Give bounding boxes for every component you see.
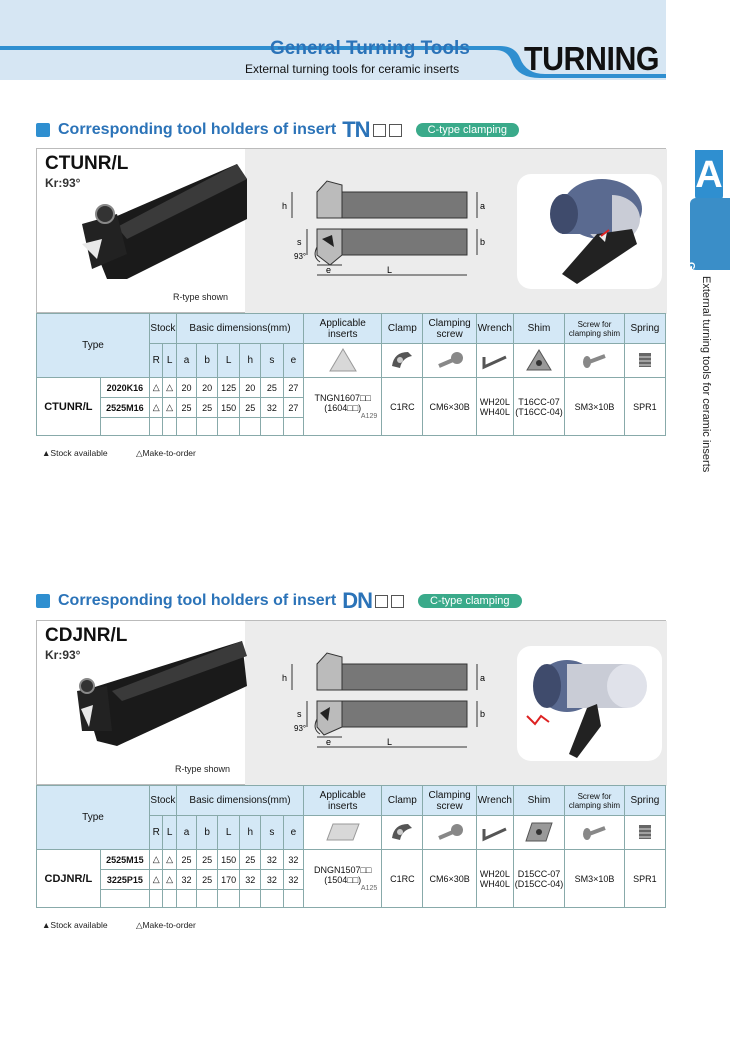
row-code: 3225P15 — [100, 870, 149, 890]
sub-a: a — [176, 816, 197, 850]
col-spring: Spring — [624, 314, 665, 344]
legend — [42, 920, 196, 931]
side-tab[interactable] — [674, 198, 730, 300]
col-applicable-inserts: Applicable inserts — [304, 314, 382, 344]
wrench-value: WH20L — [479, 868, 510, 879]
dim-b: b — [480, 709, 486, 719]
col-shim-screw: Screw for clamping shim — [565, 314, 625, 344]
spec-table-ctunr — [36, 313, 666, 436]
row-stock-r: △ — [150, 378, 163, 398]
diamond-insert-icon — [304, 816, 382, 850]
dim-s: s — [297, 237, 302, 247]
col-spring: Spring — [624, 786, 665, 816]
insert-code: TN — [342, 117, 370, 142]
spring-value: SPR1 — [624, 850, 665, 908]
spring-value: SPR1 — [624, 378, 665, 436]
sub-b: b — [197, 344, 218, 378]
col-shim-screw: Screw for clamping shim — [565, 786, 625, 816]
dim-b: b — [480, 237, 486, 247]
shim-alt-value: (T16CC-04) — [515, 406, 563, 417]
page-title: General Turning Tools — [270, 38, 470, 59]
dim-h: h — [282, 201, 288, 211]
placeholder-box-icon — [389, 124, 402, 137]
row-h: 32 — [240, 870, 261, 890]
shim-cell — [513, 378, 564, 436]
row-s: 32 — [261, 398, 284, 418]
screw-value: CM6×30B — [423, 850, 476, 908]
insert-cell — [304, 850, 382, 908]
sub-e: e — [283, 816, 304, 850]
sub-s: s — [261, 344, 284, 378]
row-s: 25 — [261, 378, 284, 398]
page-subtitle: External turning tools for ceramic inserts — [245, 62, 460, 76]
row-stock-r: △ — [150, 398, 163, 418]
row-stock-l: △ — [163, 378, 176, 398]
side-vertical-text: External turning tools for ceramic inserts — [700, 276, 712, 473]
col-shim: Shim — [513, 314, 564, 344]
insert-cell — [304, 378, 382, 436]
row-b: 25 — [197, 870, 218, 890]
dim-angle: 93° — [294, 252, 307, 261]
row-stock-l: △ — [163, 398, 176, 418]
clamp-value: C1RC — [382, 850, 423, 908]
insert-code-value: TNGN1607□□ — [314, 393, 371, 403]
rtype-note: R-type shown — [173, 292, 229, 302]
row-e: 32 — [283, 870, 304, 890]
row-a: 25 — [176, 398, 197, 418]
spring-icon — [624, 344, 665, 378]
rtype-note: R-type shown — [175, 764, 231, 774]
machining-illustration — [517, 174, 662, 289]
col-clamp: Clamp — [382, 786, 423, 816]
legend-order: △Make-to-order — [135, 448, 196, 458]
col-stock: Stock — [150, 786, 177, 816]
section-heading-dn: Corresponding tool holders of insert DN C-type clamping — [36, 589, 522, 613]
row-h: 25 — [240, 398, 261, 418]
section-heading-tn: Corresponding tool holders of insert TN C-type clamping — [36, 118, 519, 142]
sub-h: h — [240, 816, 261, 850]
row-length: 150 — [217, 850, 240, 870]
row-length: 125 — [217, 378, 240, 398]
tool-image-area — [36, 620, 666, 785]
shim-value: D15CC-07 — [517, 868, 561, 879]
tool-holder-photo — [67, 631, 247, 761]
wrench-value: WH20L — [479, 396, 510, 407]
legend-available: ▲Stock available — [42, 448, 108, 458]
sub-e: e — [283, 344, 304, 378]
sub-a: a — [176, 344, 197, 378]
family-name: CDJNR/L — [37, 850, 101, 908]
tool-angle: Kr:93° — [45, 648, 81, 662]
wrench-cell — [476, 850, 513, 908]
row-length: 170 — [217, 870, 240, 890]
row-code: 2020K16 — [100, 378, 149, 398]
dim-angle: 93° — [294, 724, 307, 733]
row-stock-r: △ — [150, 850, 163, 870]
col-shim: Shim — [513, 786, 564, 816]
machining-illustration — [517, 646, 662, 761]
dim-a: a — [480, 673, 486, 683]
wrench-icon — [476, 344, 513, 378]
row-s: 32 — [261, 870, 284, 890]
dimension-drawing — [272, 649, 497, 749]
row-h: 25 — [240, 850, 261, 870]
sub-h: h — [240, 344, 261, 378]
row-s: 32 — [261, 850, 284, 870]
row-stock-l: △ — [163, 870, 176, 890]
screw-icon — [423, 344, 476, 378]
sub-r: R — [150, 816, 163, 850]
page-ref: A129 — [360, 413, 378, 420]
shim-cell — [513, 850, 564, 908]
col-wrench: Wrench — [476, 314, 513, 344]
shim-screw-value: SM3×10B — [565, 378, 625, 436]
sub-s: s — [261, 816, 284, 850]
shim-icon — [513, 816, 564, 850]
row-b: 20 — [197, 378, 218, 398]
sub-l: L — [163, 344, 176, 378]
col-basic-dimensions: Basic dimensions(mm) — [176, 786, 303, 816]
row-code: 2525M15 — [100, 850, 149, 870]
tool-angle: Kr:93° — [45, 176, 81, 190]
clamp-icon — [382, 344, 423, 378]
dimension-drawing — [272, 177, 497, 277]
shim-screw-value: SM3×10B — [565, 850, 625, 908]
row-h: 20 — [240, 378, 261, 398]
page-ref: A125 — [360, 885, 378, 892]
dim-L: L — [387, 737, 393, 747]
legend-available: ▲Stock available — [42, 920, 108, 930]
screw-icon — [423, 816, 476, 850]
shim-value: T16CC-07 — [518, 396, 560, 407]
col-clamp: Clamp — [382, 314, 423, 344]
row-code: 2525M16 — [100, 398, 149, 418]
row-length: 150 — [217, 398, 240, 418]
dim-h: h — [282, 673, 288, 683]
insert-alt-value: (1604□□) — [324, 403, 362, 413]
insert-alt-value: (1504□□) — [324, 875, 362, 885]
sub-b: b — [197, 816, 218, 850]
sub-l: L — [163, 816, 176, 850]
shim-icon — [513, 344, 564, 378]
row-stock-l: △ — [163, 850, 176, 870]
dim-e: e — [326, 737, 332, 747]
col-clamping-screw: Clamping screw — [423, 786, 476, 816]
section-letter: A — [695, 150, 723, 200]
sub-length: L — [217, 816, 240, 850]
table-row — [37, 850, 666, 870]
legend — [42, 448, 196, 459]
row-a: 20 — [176, 378, 197, 398]
triangle-insert-icon — [304, 344, 382, 378]
insert-code: DN — [342, 588, 373, 613]
shim-alt-value: (D15CC-04) — [514, 878, 564, 889]
brand-label: TURNING — [524, 40, 660, 77]
placeholder-box-icon — [373, 124, 386, 137]
shim-screw-icon — [565, 344, 625, 378]
dim-e: e — [326, 265, 332, 275]
screw-value: CM6×30B — [423, 378, 476, 436]
table-row — [37, 378, 666, 398]
wrench-alt-value: WH40L — [479, 878, 510, 889]
clamp-value: C1RC — [382, 378, 423, 436]
legend-order: △Make-to-order — [135, 920, 196, 930]
col-wrench: Wrench — [476, 786, 513, 816]
dim-L: L — [387, 265, 393, 275]
col-stock: Stock — [150, 314, 177, 344]
family-name: CTUNR/L — [37, 378, 101, 436]
col-basic-dimensions: Basic dimensions(mm) — [176, 314, 303, 344]
row-e: 32 — [283, 850, 304, 870]
placeholder-box-icon — [375, 595, 388, 608]
sub-r: R — [150, 344, 163, 378]
shim-screw-icon — [565, 816, 625, 850]
bullet-square-icon — [36, 123, 50, 137]
clamping-badge: C-type clamping — [416, 123, 519, 137]
sub-length: L — [217, 344, 240, 378]
wrench-icon — [476, 816, 513, 850]
bullet-square-icon — [36, 594, 50, 608]
row-b: 25 — [197, 398, 218, 418]
tool-name: CDJNR/L — [45, 625, 128, 646]
row-a: 32 — [176, 870, 197, 890]
row-e: 27 — [283, 398, 304, 418]
tool-name: CTUNR/L — [45, 153, 129, 174]
clamping-badge: C-type clamping — [418, 594, 521, 608]
row-e: 27 — [283, 378, 304, 398]
dim-a: a — [480, 201, 486, 211]
row-b: 25 — [197, 850, 218, 870]
col-type: Type — [37, 314, 150, 378]
row-a: 25 — [176, 850, 197, 870]
wrench-cell — [476, 378, 513, 436]
col-applicable-inserts: Applicable inserts — [304, 786, 382, 816]
tool-image-area — [36, 148, 666, 313]
placeholder-box-icon — [391, 595, 404, 608]
row-stock-r: △ — [150, 870, 163, 890]
wrench-alt-value: WH40L — [479, 406, 510, 417]
col-type: Type — [37, 786, 150, 850]
insert-code-value: DNGN1507□□ — [314, 865, 372, 875]
spec-table-cdjnr — [36, 785, 666, 908]
side-tab-label: General turning — [674, 262, 696, 300]
clamp-icon — [382, 816, 423, 850]
spring-icon — [624, 816, 665, 850]
tool-holder-photo — [67, 159, 247, 289]
dim-s: s — [297, 709, 302, 719]
col-clamping-screw: Clamping screw — [423, 314, 476, 344]
